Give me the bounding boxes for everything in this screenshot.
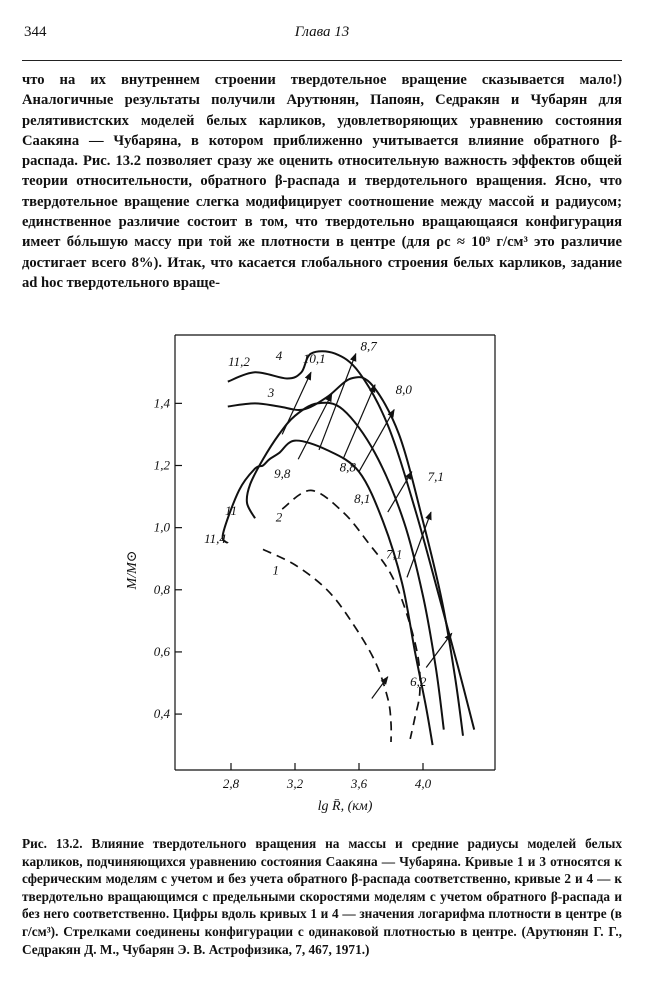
y-tick-label: 1,4 <box>153 395 170 411</box>
mass-radius-chart <box>120 330 500 830</box>
series-curve-3 <box>223 441 433 746</box>
density-label: 7,1 <box>427 469 444 485</box>
density-arrow <box>372 677 388 699</box>
x-axis-label: lg R̄, (км) <box>317 799 373 814</box>
curve-label-3: 3 <box>267 385 275 401</box>
density-arrow <box>282 372 311 434</box>
body-paragraph: что на их внутреннем строении твердотельное вращение сказывается мало!) Аналогичные результаты получили Арутюнян, Папоян, Седракян и Чубарян для релятивистских моделей белых карликов, удовлетворяющих уравнению состояния Саакяна — Чубаряна, в котором приближенно учитывается влияние обратного β-распада. Рис. 13.2 позволяет сразу же оценить относительную важность эффектов общей теории относительности, обратного β-распада и твердотельного вращения. Ясно, что твердотельное вращение слегка модифицирует соотношение между массой и радиусом; единственное различие состоит в том, что твердотельно вращающаяся конфигурация имеет бóльшую массу при той же плотности в центре (для ρc ≈ 10⁹ г/см³ это различие достигает всего 8%). Итак, что касается глобального строения белых карликов, задание ad hoc твердотельного враще- <box>22 72 622 291</box>
y-tick-label: 1,0 <box>153 519 170 535</box>
density-arrow <box>343 385 375 460</box>
density-arrow <box>359 410 394 472</box>
figure-caption <box>22 835 622 958</box>
y-tick-label: 0,4 <box>153 706 170 722</box>
density-label: 7,1 <box>386 546 403 562</box>
curve-label-2: 2 <box>275 509 283 525</box>
density-label: 8,1 <box>354 490 371 506</box>
caption-text: Рис. 13.2. Влияние твердотельного вращения на массы и средние радиусы моделей белых карликов, подчиняющихся уравнению состояния Саакяна — Чубаряна. Кривые 1 и 3 относятся к сферическим моделям с учетом и без учета обратного β-распада соответственно, кривые 2 и 4 — к твердотельно вращающимся с предельными скоростями моделям с учетом обратного β-распада и без него соответственно. Цифры вдоль кривых 1 и 4 — значения логарифма плотности в центре (в г/см³). Стрелками соединены конфигурации с одинаковой плотностью в центре. (Арутюнян Г. Г., Седракян Д. М., Чубарян Э. В. Астрофизика, 7, 467, 1971.) <box>22 836 622 957</box>
x-tick-label: 3,6 <box>350 776 368 791</box>
density-label: 8,0 <box>395 382 412 398</box>
figure-13-2 <box>120 330 500 830</box>
curve-labels <box>204 339 444 690</box>
y-tick-label: 0,8 <box>153 581 170 597</box>
density-label: 11,4 <box>204 531 226 547</box>
density-label: 10,1 <box>302 350 326 366</box>
series-curve-2 <box>282 490 420 739</box>
density-label: 8,7 <box>360 338 377 354</box>
density-label: 9,8 <box>274 465 291 481</box>
curve-label-4: 4 <box>275 347 283 363</box>
y-tick-label: 1,2 <box>153 457 170 473</box>
density-arrow <box>388 472 412 512</box>
density-label: 11 <box>224 503 238 519</box>
y-axis-label: M/M⊙ <box>125 550 140 590</box>
series-curve-1 <box>263 549 391 742</box>
x-tick-label: 2,8 <box>222 776 240 791</box>
page-number: 344 <box>24 24 47 40</box>
x-tick-label: 3,2 <box>286 776 304 791</box>
density-arrows <box>282 354 452 699</box>
curves <box>223 351 475 745</box>
curve-label-1: 1 <box>272 562 280 578</box>
density-label: 6,2 <box>410 674 427 690</box>
density-label: 11,2 <box>228 354 250 370</box>
header-rule <box>22 60 622 61</box>
axis-ticks <box>154 395 432 791</box>
density-label: 8,8 <box>339 459 356 475</box>
body-text <box>22 70 622 293</box>
page-header <box>22 22 622 44</box>
x-tick-label: 4,0 <box>414 776 432 791</box>
y-tick-label: 0,6 <box>153 643 170 659</box>
chapter-title: Глава 13 <box>294 24 350 40</box>
